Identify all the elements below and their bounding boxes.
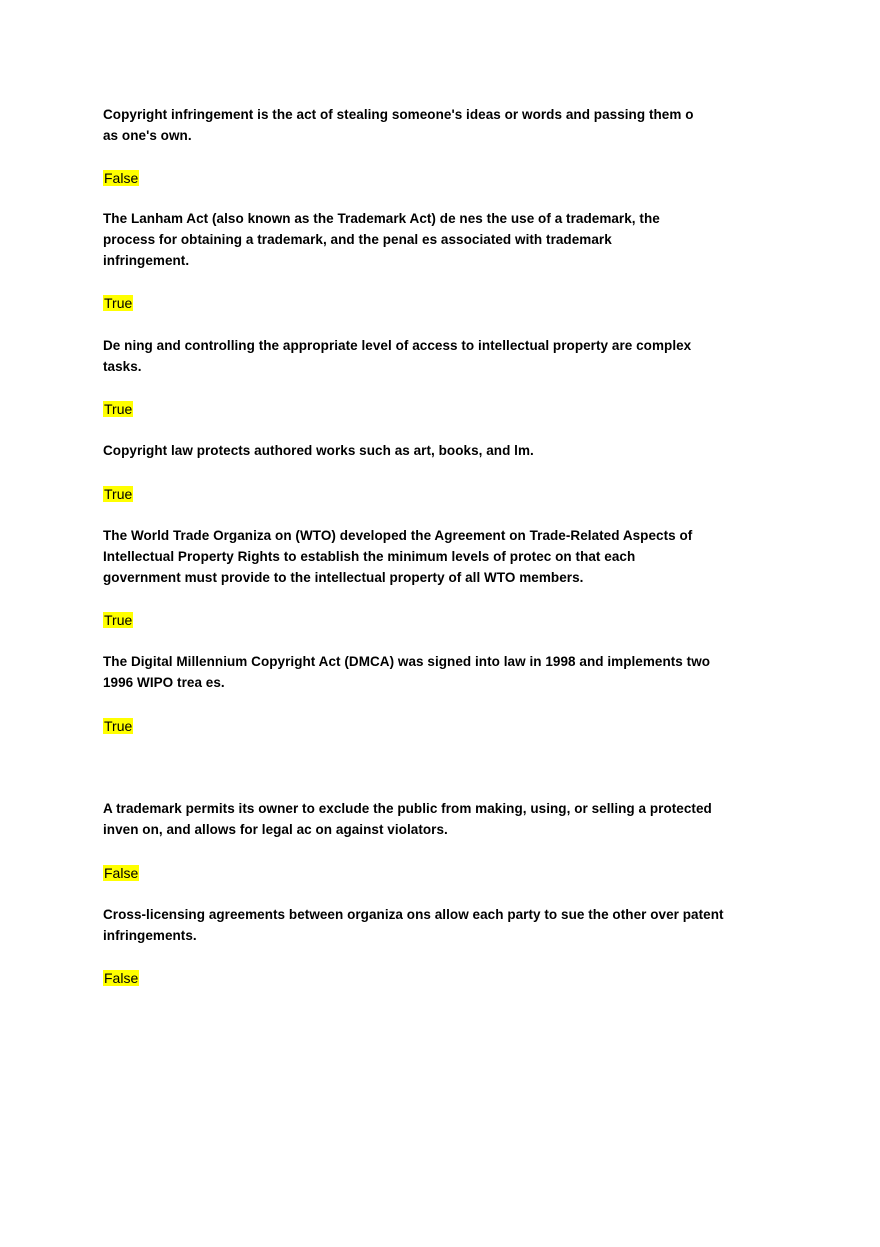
answer-1 xyxy=(103,169,753,187)
question-1: Copyright infringement is the act of stealing someone's ideas or words and passing them o as one's own. xyxy=(103,107,694,143)
question-4: Copyright law protects authored works such as art, books, and lm. xyxy=(103,443,534,458)
question-3: De ning and controlling the appropriate level of access to intellectual property are complex tasks. xyxy=(103,338,692,374)
question-6: The Digital Millennium Copyright Act (DMCA) was signed into law in 1998 and implements two 1996 WIPO trea es. xyxy=(103,654,711,690)
answer-5 xyxy=(103,611,753,629)
question-2: The Lanham Act (also known as the Trademark Act) de nes the use of a trademark, the process for obtaining a trademark, and the penal es associated with trademark infringement. xyxy=(103,211,660,268)
question-7: A trademark permits its owner to exclude the public from making, using, or selling a protected inven on, and allows for legal ac on against violators. xyxy=(103,801,712,837)
answer-highlight-1: False xyxy=(104,170,139,186)
answer-4 xyxy=(103,485,753,503)
answer-6 xyxy=(103,717,753,735)
answer-highlight-4: True xyxy=(104,486,133,502)
answer-2 xyxy=(103,294,753,312)
answer-highlight-3: True xyxy=(104,401,133,417)
answer-highlight-7: False xyxy=(104,865,139,881)
answer-highlight-8: False xyxy=(104,970,139,986)
answer-highlight-2: True xyxy=(104,295,133,311)
question-5: The World Trade Organiza on (WTO) developed the Agreement on Trade-Related Aspects of Intellectual Property Rights to establish the minimum levels of protec on that each government must provide to the intellectual property of all WTO members. xyxy=(103,528,693,585)
question-8: Cross-licensing agreements between organiza ons allow each party to sue the other over patent infringements. xyxy=(103,907,724,943)
answer-7 xyxy=(103,864,753,882)
answer-highlight-6: True xyxy=(104,718,133,734)
answer-8 xyxy=(103,969,753,987)
answer-3 xyxy=(103,400,753,418)
answer-highlight-5: True xyxy=(104,612,133,628)
